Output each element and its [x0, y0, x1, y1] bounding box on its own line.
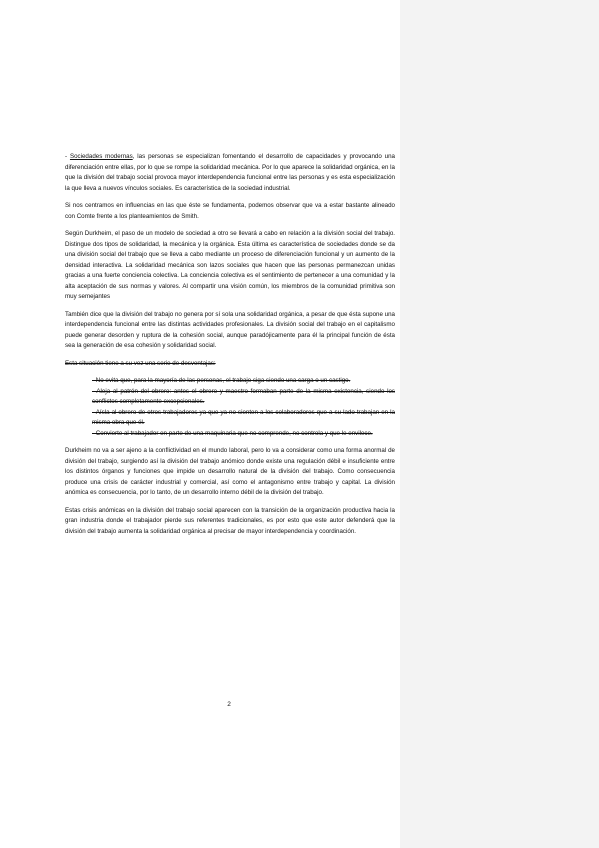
page-number: 2 [227, 701, 231, 708]
list-item: - No evita que, para la mayoría de las personas, el trabajo siga siendo una carga o un castigo. [92, 377, 351, 384]
paragraph-durkheim: Según Durkheim, el paso de un modelo de sociedad a otro se llevará a cabo en relación a la división social del trabajo. Distingue dos tipos de solidaridad, la mecánica y la orgánica. Esta última es característica de sociedades donde se da una división social del trabajo que se lleva a cabo mediante un proceso de diferenciación funcional y un aumento de la densidad interactiva. La solidaridad mecánica son lazos sociales que hacen que las personas permanezcan unidas gracias a una fuerte conciencia colectiva. La conciencia colectiva es el sentimiento de pertenecer a una comunidad y la alta aceptación de sus normas y valores. Al compartir una visión común, los miembros de la comunidad primitiva son muy semejantes [65, 230, 395, 300]
paragraph-division-of-labor: También dice que la división del trabajo no genera por sí sola una solidaridad orgánica, a pesar de que ésta supone una interdependencia funcional entre las distintas actividades profesionales. La división social del trabajo en el capitalismo puede generar desorden y ruptura de la cohesión social, aunque paradójicamente para él la principal función de ésta sea la generación de esa cohesión y solidaridad social. [65, 310, 395, 349]
paragraph-modern-societies [65, 152, 395, 194]
document-body [65, 152, 395, 544]
list-item: - Aleja al patrón del obrero: antes el obrero y maestro formaban parte de la misma existencia, siendo los conflictos completamente excepcionales. [92, 387, 395, 405]
paragraph-disadvantages-heading: Esta situación tiene a su vez una serie de desventajas: [65, 359, 216, 367]
disadvantages-list [65, 376, 395, 439]
list-item: - Aísla al obrero de otros trabajadores ya que ya no sienten a los colaboradores que a su lado trabajan en la misma obra que él. [92, 408, 395, 426]
paragraph-anomic-crisis: Estas crisis anómicas en la división del trabajo social aparecen con la transición de la organización productiva hacia la gran industria donde el trabajador pierde sus referentes tradicionales, es por esto que este autor defenderá que la división del trabajo aumenta la solidaridad orgánica al precisar de mayor interdependencia y coordinación. [65, 506, 395, 535]
list-dash: - [65, 153, 70, 160]
comment-pane [400, 0, 599, 848]
paragraph-anomic-division: Durkheim no va a ser ajeno a la conflictividad en el mundo laboral, pero lo va a considerar como una forma anormal de división del trabajo, surgiendo así la división del trabajo anómico donde existe una regulación débil e insuficiente entre los distintos órganos y funciones que impide un desarrollo natural de la división del trabajo. Como consecuencia produce una crisis de carácter industrial y comercial, así como el antagonismo entre trabajo y capital. La división anómica es consecuencia, por lo tanto, de un desarrollo interno débil de la división del trabajo. [65, 447, 395, 496]
paragraph-text: , las personas se especializan fomentando el desarrollo de capacidades y provocando una diferenciación entre ellas, por lo que se rompe la solidaridad mecánica. Por lo que aparece la solidaridad orgánica, en la que la división del trabajo social provoca mayor interdependencia funcional entre las personas y es esta especialización la que lleva a nuevos vínculos sociales. Es característica de la sociedad industrial. [65, 153, 395, 192]
term-modern-societies: Sociedades modernas [69, 153, 133, 160]
list-item: - Convierte al trabajador en parte de una maquinaria que no comprende, no controla y que le envilece. [92, 429, 373, 437]
paragraph-influences: Si nos centramos en influencias en las que éste se fundamenta, podemos observar que va a estar bastante alineado con Comte frente a los planteamientos de Smith. [65, 202, 395, 220]
